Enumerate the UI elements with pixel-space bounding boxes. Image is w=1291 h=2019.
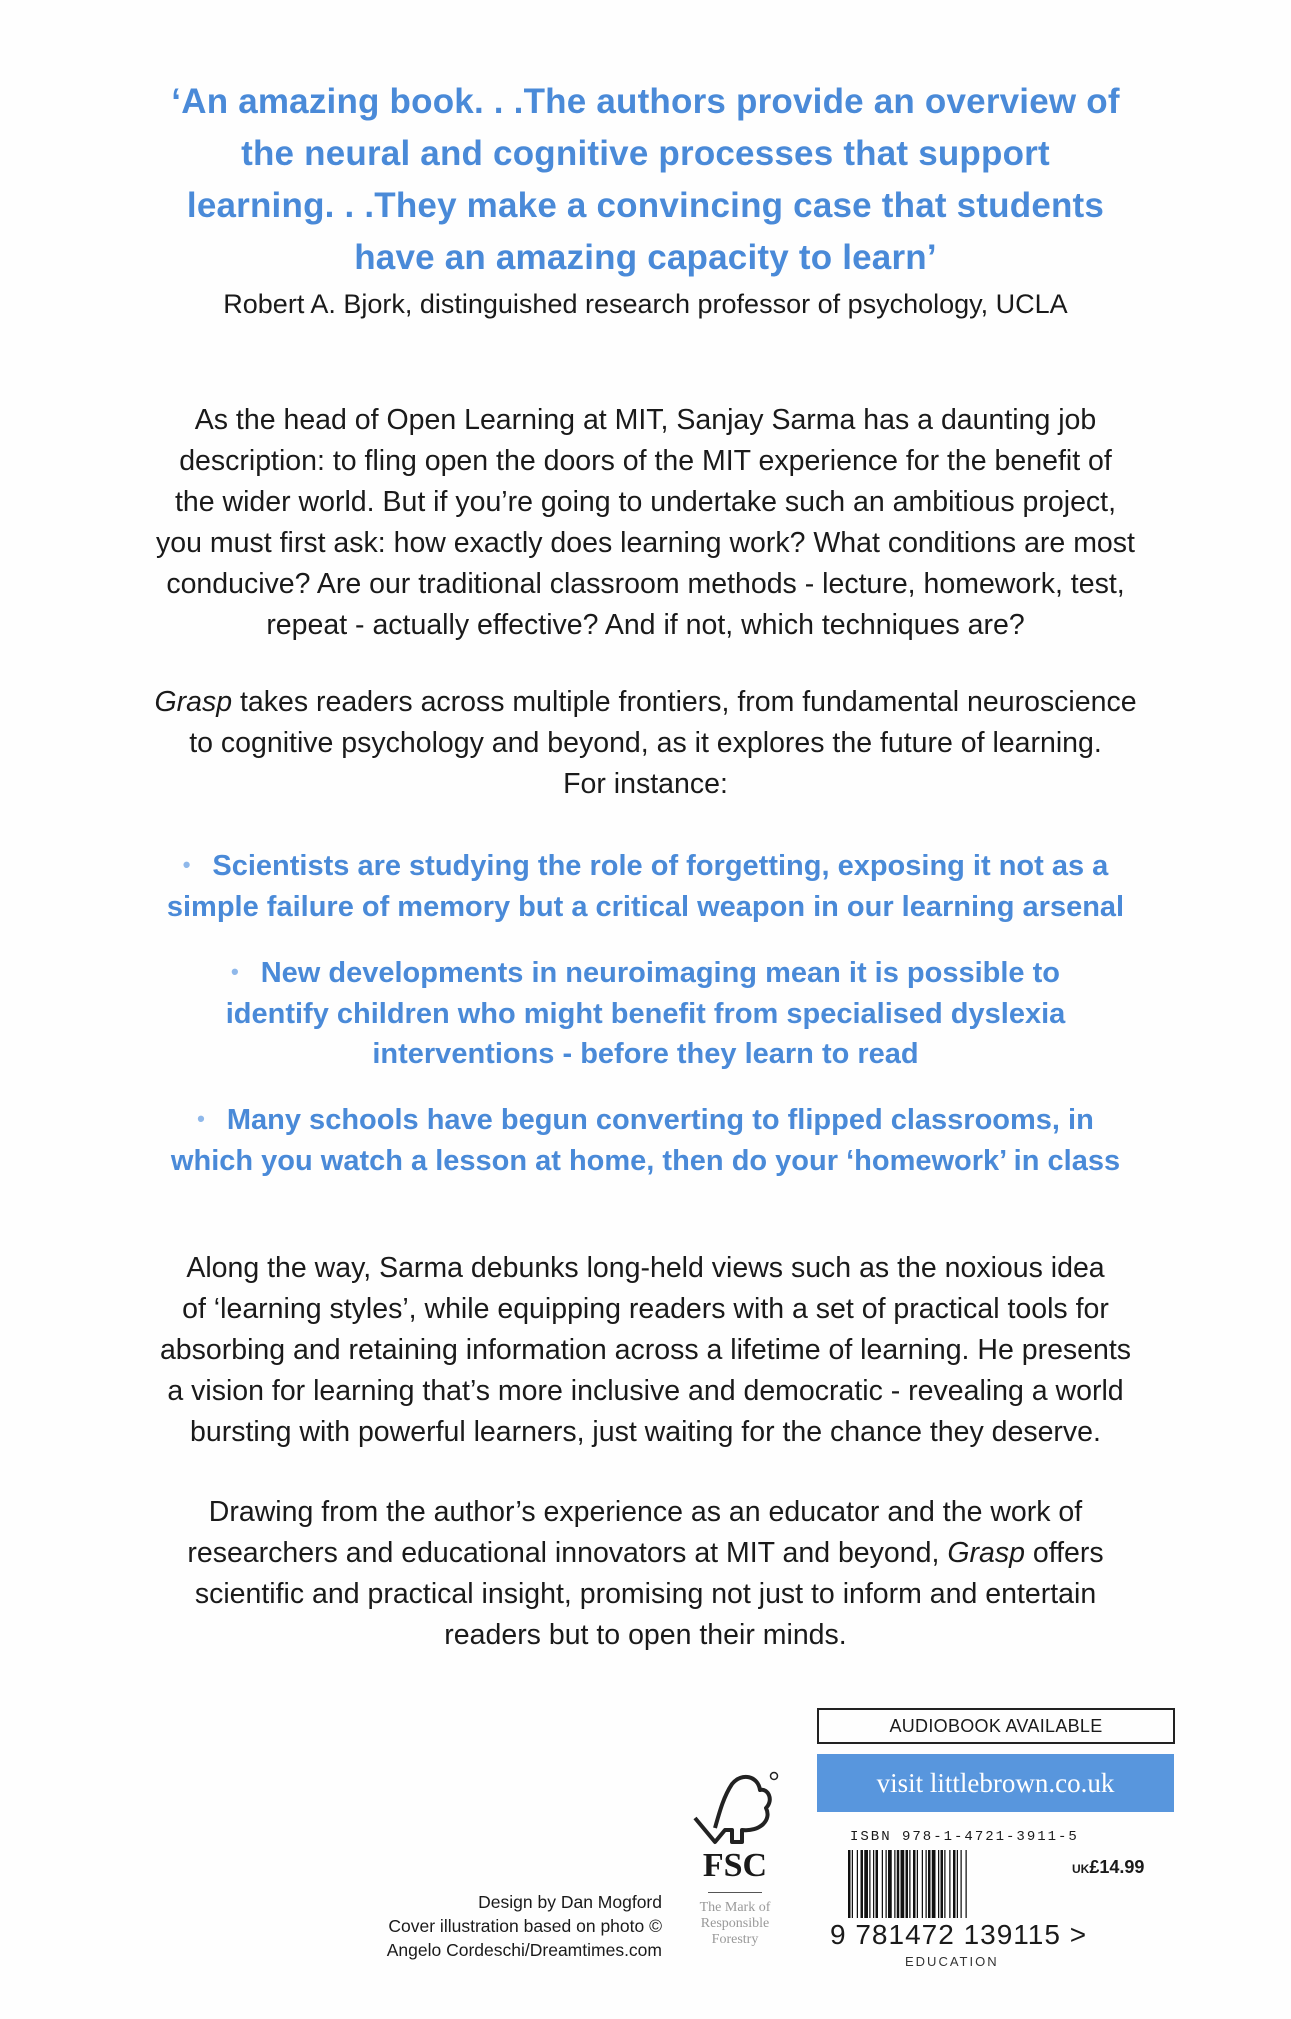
book-category: EDUCATION [905,1954,999,1969]
publisher-website-link[interactable]: visit littlebrown.co.uk [817,1754,1174,1812]
barcode-bar [932,1850,936,1918]
description-paragraph-1: As the head of Open Learning at MIT, Sanjay Sarma has a daunting job description: to fling open the doors of the MIT experience for the benefit of the wider world. But if you’re going to undertake such an ambitious project, you must first ask: how exactly does learning work? What conditions are most conducive? Are our traditional classroom methods - lecture, homework, test, repeat - actually effective? And if not, which techniques are? [156,404,1135,641]
barcode-digits: 9 781472 139115 > [830,1919,1088,1950]
barcode-bar [888,1850,892,1918]
barcode-bar [876,1850,879,1918]
barcode-bar [953,1850,956,1918]
book-title: Grasp [154,686,233,718]
barcode-bar [886,1850,887,1918]
description-paragraph-3: Along the way, Sarma debunks long-held views such as the noxious idea of ‘learning styles’, while equipping readers with a set of practical tools for absorbing and retaining information across a lifetime of learning. He presents a vision for learning that’s more inclusive and democratic - revealing a world bursting with powerful learners, just waiting for the chance they deserve. [159,1252,1132,1448]
barcode-bar [848,1850,851,1918]
fsc-logo-text: FSC [702,1847,768,1884]
bullet-item-1: • Scientists are studying the role of forgetting, exposing it not as a simple failure of memory but a critical weapon in our learning arsenal [166,850,1125,923]
description-paragraph-4: Drawing from the author’s experience as an educator and the work of researchers and educational innovators at MIT and beyond, Grasp offers scientific and practical insight, promising not just to inform and entertain readers but to open their minds. [187,1496,1104,1651]
barcode-bar [917,1850,918,1918]
bullet-item-2: • New developments in neuroimaging mean it is possible to identify children who might benefit from specialised dyslexia interventions - before they learn to read [225,957,1066,1070]
barcode-bar [922,1850,923,1918]
barcode-bar [909,1850,910,1918]
audiobook-available-label: AUDIOBOOK AVAILABLE [817,1708,1175,1744]
isbn-number: ISBN 978-1-4721-3911-5 [850,1829,1079,1845]
barcode [848,1850,1063,1918]
fsc-tree-logo-icon [690,1770,785,1846]
barcode-bar [926,1850,927,1918]
bullet-icon: • [197,1106,205,1131]
barcode-bar [966,1850,967,1918]
review-quote: ‘An amazing book. . .The authors provide an overview of the neural and cognitive processes that support learning. . .They make a convincing case that students have an amazing capacity to learn’ [171,82,1120,277]
barcode-bar [857,1850,858,1918]
barcode-bar [906,1850,909,1918]
barcode-bar [897,1850,900,1918]
barcode-bar [949,1850,950,1918]
description-paragraph-2: Grasp takes readers across multiple frontiers, from fundamental neuroscience to cognitive psychology and beyond, as it explores the future of learning. For instance: [154,686,1137,800]
fsc-tagline: The Mark of Responsible Forestry [699,1900,771,1947]
barcode-bar [961,1850,962,1918]
barcode-bar [864,1850,868,1918]
barcode-bar [901,1850,905,1918]
barcode-bar [928,1850,931,1918]
barcode-bar [944,1850,945,1918]
bullet-icon: • [231,959,239,984]
book-title: Grasp [947,1537,1025,1569]
barcode-bar [941,1850,944,1918]
barcode-bar [852,1850,853,1918]
barcode-bar [957,1850,958,1918]
barcode-bar [861,1850,864,1918]
barcode-bar [938,1850,939,1918]
quote-attribution: Robert A. Bjork, distinguished research professor of psychology, UCLA [223,289,1068,319]
bullet-item-3: • Many schools have begun converting to flipped classrooms, in which you watch a lesson at home, then do your ‘homework’ in class [170,1104,1121,1177]
cover-credits: Design by Dan Mogford Cover illustration based on photo © Angelo Cordeschi/Dreamtimes.com [386,1892,662,1960]
barcode-bar [882,1850,883,1918]
barcode-bar [913,1850,916,1918]
bullet-icon: • [182,852,191,877]
barcode-bar [869,1850,870,1918]
barcode-bar [873,1850,874,1918]
price: UK£14.99 [1072,1857,1145,1877]
barcode-bar [894,1850,895,1918]
fsc-divider [708,1892,762,1893]
